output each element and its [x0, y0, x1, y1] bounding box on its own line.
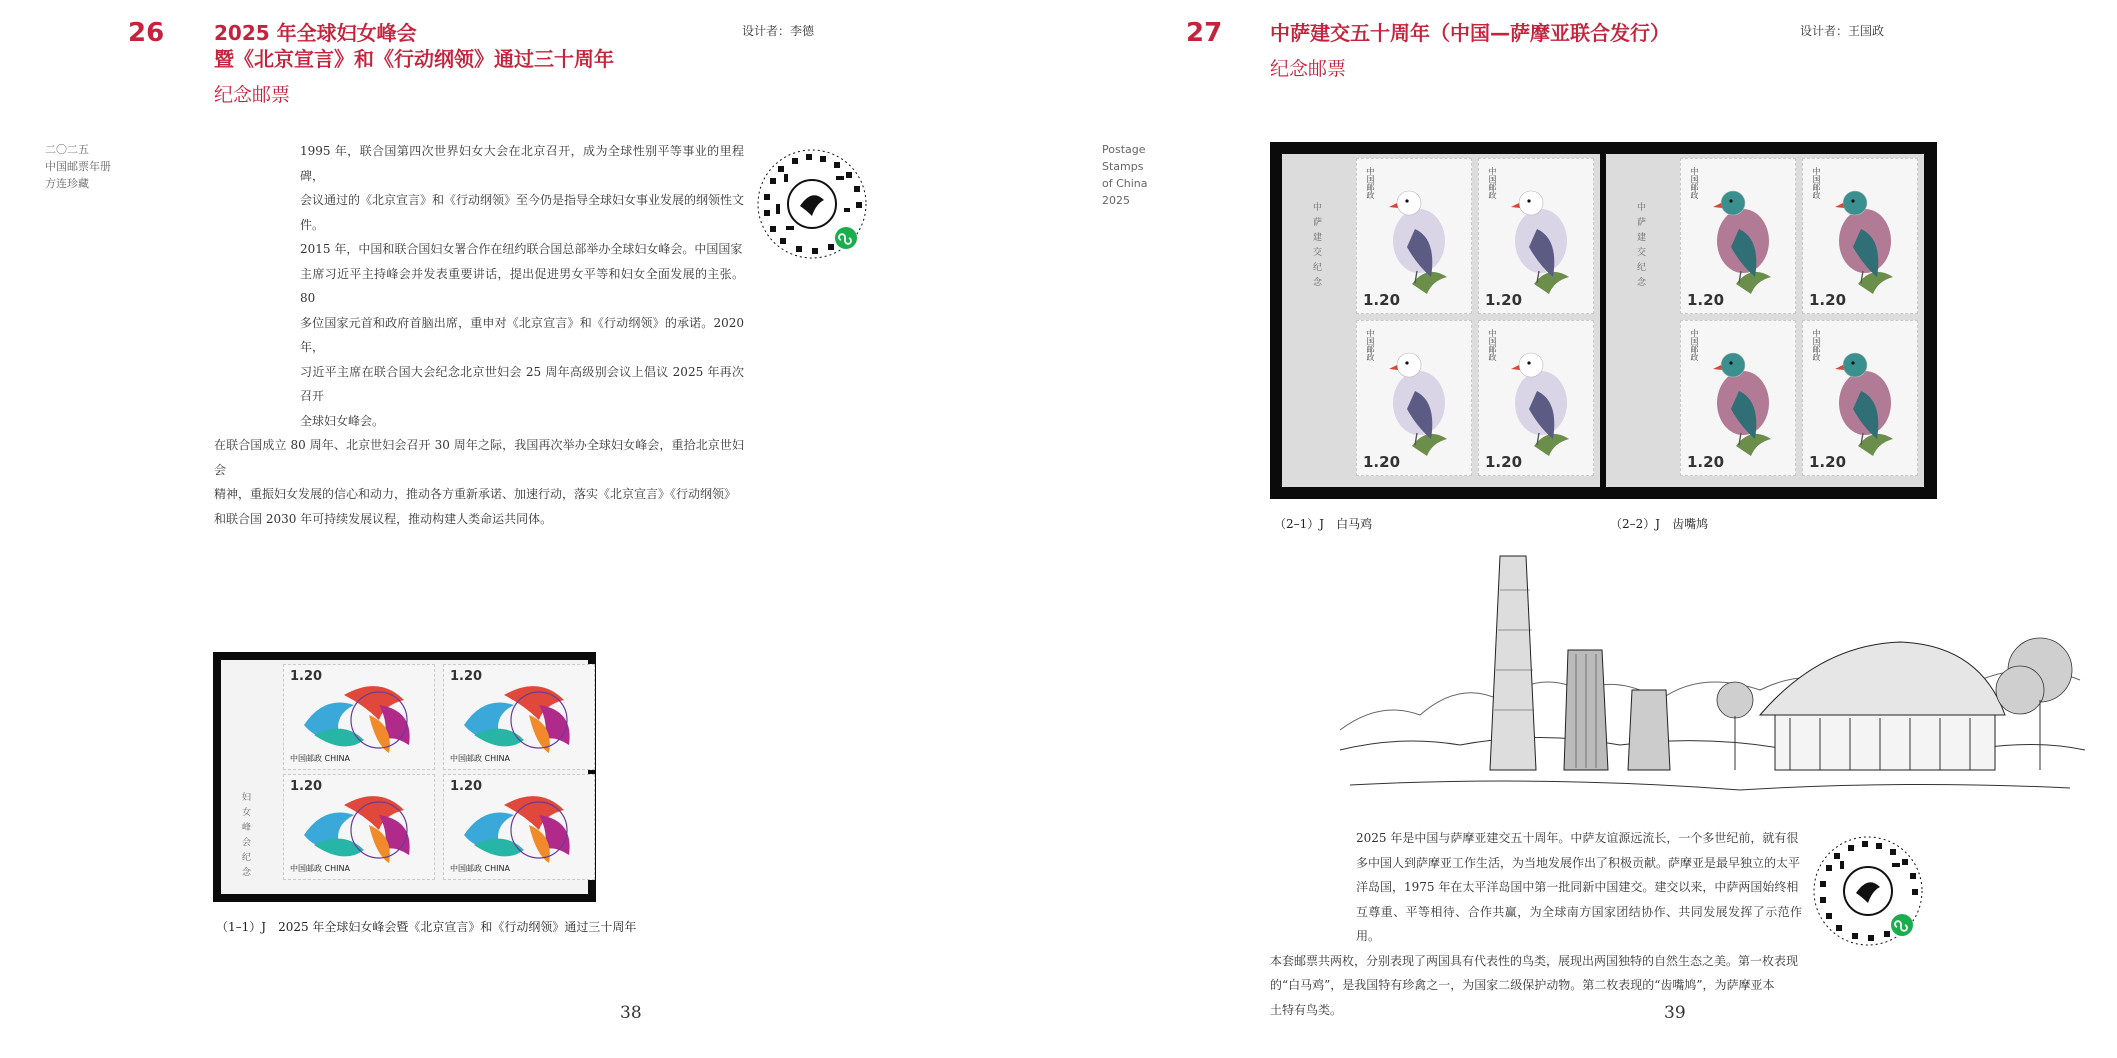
right-page-subtitle: 纪念邮票 — [1270, 58, 1347, 80]
mini-program-qr-code[interactable] — [1812, 835, 1924, 947]
right-page-designer: 设计者：王国政 — [1800, 24, 1885, 38]
stamp-white-eared-pheasant — [1478, 158, 1594, 314]
qr-code-icon — [756, 148, 868, 260]
stamp-womens-summit — [443, 664, 595, 770]
stamp-block-womens-summit — [213, 652, 596, 902]
stamp-block-birds — [1270, 142, 1937, 499]
stamp-womens-summit — [283, 774, 435, 880]
right-page-section-number: 27 — [1186, 18, 1223, 48]
stamp-face-value: 1.20 — [1687, 291, 1725, 309]
stamp-tooth-billed-pigeon — [1802, 158, 1918, 314]
side-line: of China — [1102, 177, 1148, 190]
body-line: 土特有鸟类。 — [1270, 1002, 1343, 1017]
body-line: 全球妇女峰会。 — [300, 413, 385, 428]
stamp-face-value: 1.20 — [1809, 453, 1847, 471]
stamp-face-value: 1.20 — [1363, 453, 1401, 471]
stamp-womens-summit — [443, 774, 595, 880]
left-page-title — [214, 20, 614, 72]
stamp-caption-2-2: （2–2）J 齿嘴鸠 — [1610, 517, 1709, 531]
stamp-face-value: 1.20 — [1485, 291, 1523, 309]
body-line: 多位国家元首和政府首脑出席，重申对《北京宣言》和《行动纲领》的承诺。2020 年， — [300, 315, 744, 354]
body-line: 多中国人到萨摩亚工作生活，为当地发展作出了积极贡献。萨摩亚是最早独立的太平 — [1356, 855, 1801, 870]
body-line: 洋岛国，1975 年在太平洋岛国中第一批同新中国建交。建交以来，中萨两国始终相 — [1356, 880, 1799, 894]
body-line: 本套邮票共两枚，分别表现了两国具有代表性的鸟类，展现出两国独特的自然生态之美。第一枚表现 — [1270, 953, 1799, 968]
left-page-section-number: 26 — [128, 18, 165, 48]
body-line: 2025 年是中国与萨摩亚建交五十周年。中萨友谊源远流长，一个多世纪前，就有很 — [1356, 831, 1799, 845]
right-side-label — [1102, 141, 1148, 209]
right-page-number: 39 — [1664, 1003, 1686, 1023]
body-line: 会议通过的《北京宣言》和《行动纲领》至今仍是指导全球妇女事业发展的纲领性文件。 — [300, 193, 745, 232]
body-line: 互尊重、平等相待、合作共赢，为全球南方国家团结协作、共同发展发挥了示范作用。 — [1356, 904, 1802, 943]
side-line: 方连珍藏 — [45, 177, 89, 190]
stamp-face-value: 1.20 — [1485, 453, 1523, 471]
stamp-country-label: 中国邮政 CHINA — [290, 864, 350, 873]
stamp-face-value: 1.20 — [290, 779, 323, 794]
landscape-sketch-illustration — [1340, 550, 2085, 805]
stamp-country-label: 中国邮政 — [1690, 167, 1699, 199]
stamp-face-value: 1.20 — [450, 669, 483, 684]
stamp-face-value: 1.20 — [290, 669, 323, 684]
left-title-line-2: 暨《北京宣言》和《行动纲领》通过三十周年 — [214, 47, 614, 71]
stamp-country-label: 中国邮政 — [1812, 329, 1821, 361]
stamp-white-eared-pheasant — [1478, 320, 1594, 476]
stamp-country-label: 中国邮政 — [1366, 167, 1375, 199]
stamp-country-label: 中国邮政 — [1366, 329, 1375, 361]
sheet-margin-text: 中萨建交纪念 — [1635, 202, 1645, 292]
stamp-face-value: 1.20 — [1687, 453, 1725, 471]
side-line: 中国邮票年册 — [45, 160, 111, 173]
body-line: 精神，重振妇女发展的信心和动力，推动各方重新承诺、加速行动，落实《北京宣言》《行动纲领》 — [214, 487, 737, 501]
left-title-line-1: 2025 年全球妇女峰会 — [214, 21, 417, 45]
stamp-face-value: 1.20 — [1363, 291, 1401, 309]
left-page-number: 38 — [620, 1003, 642, 1023]
side-line: Postage — [1102, 143, 1146, 156]
sheet-margin-text: 妇女峰会纪念 — [240, 792, 250, 882]
stamp-face-value: 1.20 — [1809, 291, 1847, 309]
stamp-country-label: 中国邮政 CHINA — [450, 754, 510, 763]
side-line: Stamps — [1102, 160, 1144, 173]
body-line: 习近平主席在联合国大会纪念北京世妇会 25 周年高级别会议上倡议 2025 年再次召开 — [300, 364, 744, 403]
body-line: 1995 年，联合国第四次世界妇女大会在北京召开，成为全球性别平等事业的里程碑， — [300, 144, 744, 183]
side-line: 2025 — [1102, 194, 1130, 207]
mini-program-qr-code[interactable] — [756, 148, 868, 260]
sheet-margin-text: 中萨建交纪念 — [1311, 202, 1321, 292]
body-line: 在联合国成立 80 周年、北京世妇会召开 30 周年之际，我国再次举办全球妇女峰会，重拾北京世妇会 — [214, 438, 744, 477]
side-line: 二〇二五 — [45, 143, 89, 156]
body-line: 的“白马鸡”，是我国特有珍禽之一，为国家二级保护动物。第二枚表现的“齿嘴鸠”，为萨摩亚本 — [1270, 978, 1775, 992]
body-line: 主席习近平主持峰会并发表重要讲话，提出促进男女平等和妇女全面发展的主张。80 — [300, 266, 744, 305]
stamp-tooth-billed-pigeon — [1680, 320, 1796, 476]
stamp-country-label: 中国邮政 — [1690, 329, 1699, 361]
stamp-country-label: 中国邮政 — [1488, 167, 1497, 199]
right-page-title: 中萨建交五十周年（中国—萨摩亚联合发行） — [1270, 21, 1670, 45]
stamp-country-label: 中国邮政 — [1488, 329, 1497, 361]
stamp-country-label: 中国邮政 CHINA — [290, 754, 350, 763]
stamp-country-label: 中国邮政 — [1812, 167, 1821, 199]
stamp-tooth-billed-pigeon — [1802, 320, 1918, 476]
left-page-subtitle: 纪念邮票 — [214, 84, 291, 106]
stamp-white-eared-pheasant — [1356, 158, 1472, 314]
stamp-tooth-billed-pigeon — [1680, 158, 1796, 314]
stamp-womens-summit — [283, 664, 435, 770]
stamp-caption-2-1: （2–1）J 白马鸡 — [1274, 517, 1373, 531]
stamp-face-value: 1.20 — [450, 779, 483, 794]
right-body-text — [1270, 826, 1802, 1022]
left-page-designer: 设计者：李德 — [742, 24, 815, 38]
stamp-country-label: 中国邮政 CHINA — [450, 864, 510, 873]
stamp-white-eared-pheasant — [1356, 320, 1472, 476]
left-body-text — [214, 139, 744, 531]
left-side-label — [45, 141, 111, 192]
qr-code-icon — [1812, 835, 1924, 947]
stamp-caption-1-1: （1–1）J 2025 年全球妇女峰会暨《北京宣言》和《行动纲领》通过三十周年 — [216, 920, 637, 934]
body-line: 2015 年，中国和联合国妇女署合作在纽约联合国总部举办全球妇女峰会。中国国家 — [300, 242, 743, 256]
body-line: 和联合国 2030 年可持续发展议程，推动构建人类命运共同体。 — [214, 511, 553, 526]
